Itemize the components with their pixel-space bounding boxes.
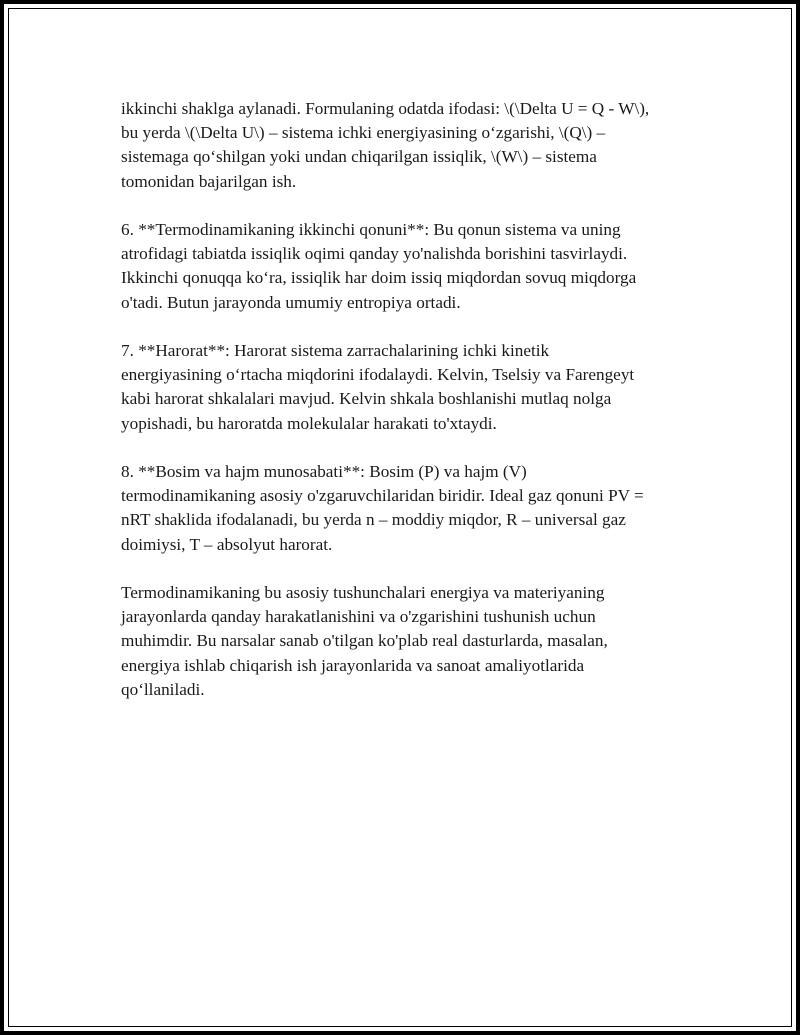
text-line: 8. **Bosim va hajm munosabati**: Bosim (P) va hajm (V) [121,462,527,481]
text-line: termodinamikaning asosiy o'zgaruvchilaridan biridir. Ideal gaz qonuni PV = [121,486,644,506]
text-line: 7. **Harorat**: Harorat sistema zarrachalarining ichki kinetik [121,341,550,360]
text-line: energiya ishlab chiqarish ish jarayonlarida va sanoat amaliyotlarida [121,655,585,675]
text-line: sistemaga qo‘shilgan yoki undan chiqarilgan issiqlik, \(W\) – sistema [121,147,597,167]
text-line: doimiysi, T – absolyut harorat. [121,534,333,554]
text-line: 6. **Termodinamikaning ikkinchi qonuni**: Bu qonun sistema va uning [121,220,621,239]
text-line: nRT shaklida ifodalanadi, bu yerda n – moddiy miqdor, R – universal gaz [121,510,626,530]
text-line: muhimdir. Bu narsalar sanab o'tilgan ko'plab real dasturlarda, masalan, [121,631,608,651]
text-line: Ikkinchi qonuqqa ko‘ra, issiqlik har doim issiq miqdordan sovuq miqdorga [121,268,637,288]
text-line: kabi harorat shkalalari mavjud. Kelvin shkala boshlanishi mutlaq nolga [121,389,612,409]
paragraph-conclusion [121,581,711,702]
text-line: tomonidan bajarilgan ish. [121,171,297,191]
text-line: bu yerda \(\Delta U\) – sistema ichki energiyasining o‘zgarishi, \(Q\) – [121,123,606,143]
text-line: yopishadi, bu haroratda molekulalar harakati to'xtaydi. [121,413,497,433]
text-line: energiyasining o‘rtacha miqdorini ifodalaydi. Kelvin, Tselsiy va Farengeyt [121,365,635,385]
text-line: o'tadi. Butun jarayonda umumiy entropiya ortadi. [121,292,461,312]
paragraph-second-law [121,218,711,315]
text-line: Termodinamikaning bu asosiy tushunchalari energiya va materiyaning [121,583,605,602]
text-line: ikkinchi shaklga aylanadi. Formulaning odatda ifodasi: \(\Delta U = Q - W\), [121,99,650,118]
text-line: jarayonlarda qanday harakatlanishini va o'zgarishini tushunish uchun [121,607,596,627]
paragraph-pressure-volume [121,460,711,557]
paragraph-temperature [121,339,711,436]
document-body [121,97,711,726]
paragraph-first-law-continuation [121,97,711,194]
text-line: qo‘llaniladi. [121,679,205,699]
text-line: atrofidagi tabiatda issiqlik oqimi qanday yo'nalishda borishini tasvirlaydi. [121,244,628,264]
